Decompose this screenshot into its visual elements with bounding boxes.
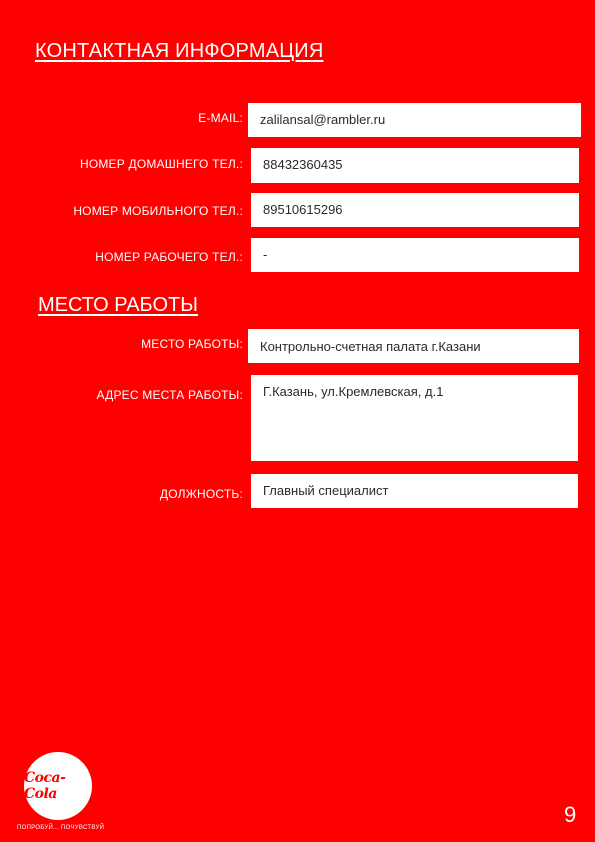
mobile-phone-label: НОМЕР МОБИЛЬНОГО ТЕЛ.: bbox=[73, 204, 243, 218]
workplace-field[interactable]: Контрольно-счетная палата г.Казани bbox=[248, 329, 579, 363]
coca-cola-logo bbox=[24, 752, 92, 820]
slogan: ПОПРОБУЙ... ПОЧУВСТВУЙ bbox=[17, 825, 105, 831]
work-address-label: АДРЕС МЕСТА РАБОТЫ: bbox=[96, 388, 243, 402]
work-section-title: МЕСТО РАБОТЫ bbox=[38, 294, 198, 316]
work-phone-field[interactable]: - bbox=[251, 238, 579, 272]
workplace-label: МЕСТО РАБОТЫ: bbox=[141, 337, 243, 351]
email-field[interactable]: zalilansal@rambler.ru bbox=[248, 103, 581, 137]
email-label: E-MAIL: bbox=[198, 111, 243, 125]
page-number: 9 bbox=[564, 802, 577, 827]
logo-text: Coca-Cola bbox=[24, 770, 66, 802]
position-field[interactable]: Главный специалист bbox=[251, 474, 578, 508]
home-phone-label: НОМЕР ДОМАШНЕГО ТЕЛ.: bbox=[79, 157, 243, 171]
mobile-phone-field[interactable]: 89510615296 bbox=[251, 193, 579, 227]
work-address-field[interactable]: Г.Казань, ул.Кремлевская, д.1 bbox=[251, 375, 578, 461]
contact-section-title: КОНТАКТНАЯ ИНФОРМАЦИЯ bbox=[35, 40, 324, 62]
work-phone-label: НОМЕР РАБОЧЕГО ТЕЛ.: bbox=[95, 250, 243, 264]
position-label: ДОЛЖНОСТЬ: bbox=[159, 487, 243, 501]
home-phone-field[interactable]: 88432360435 bbox=[251, 148, 579, 183]
